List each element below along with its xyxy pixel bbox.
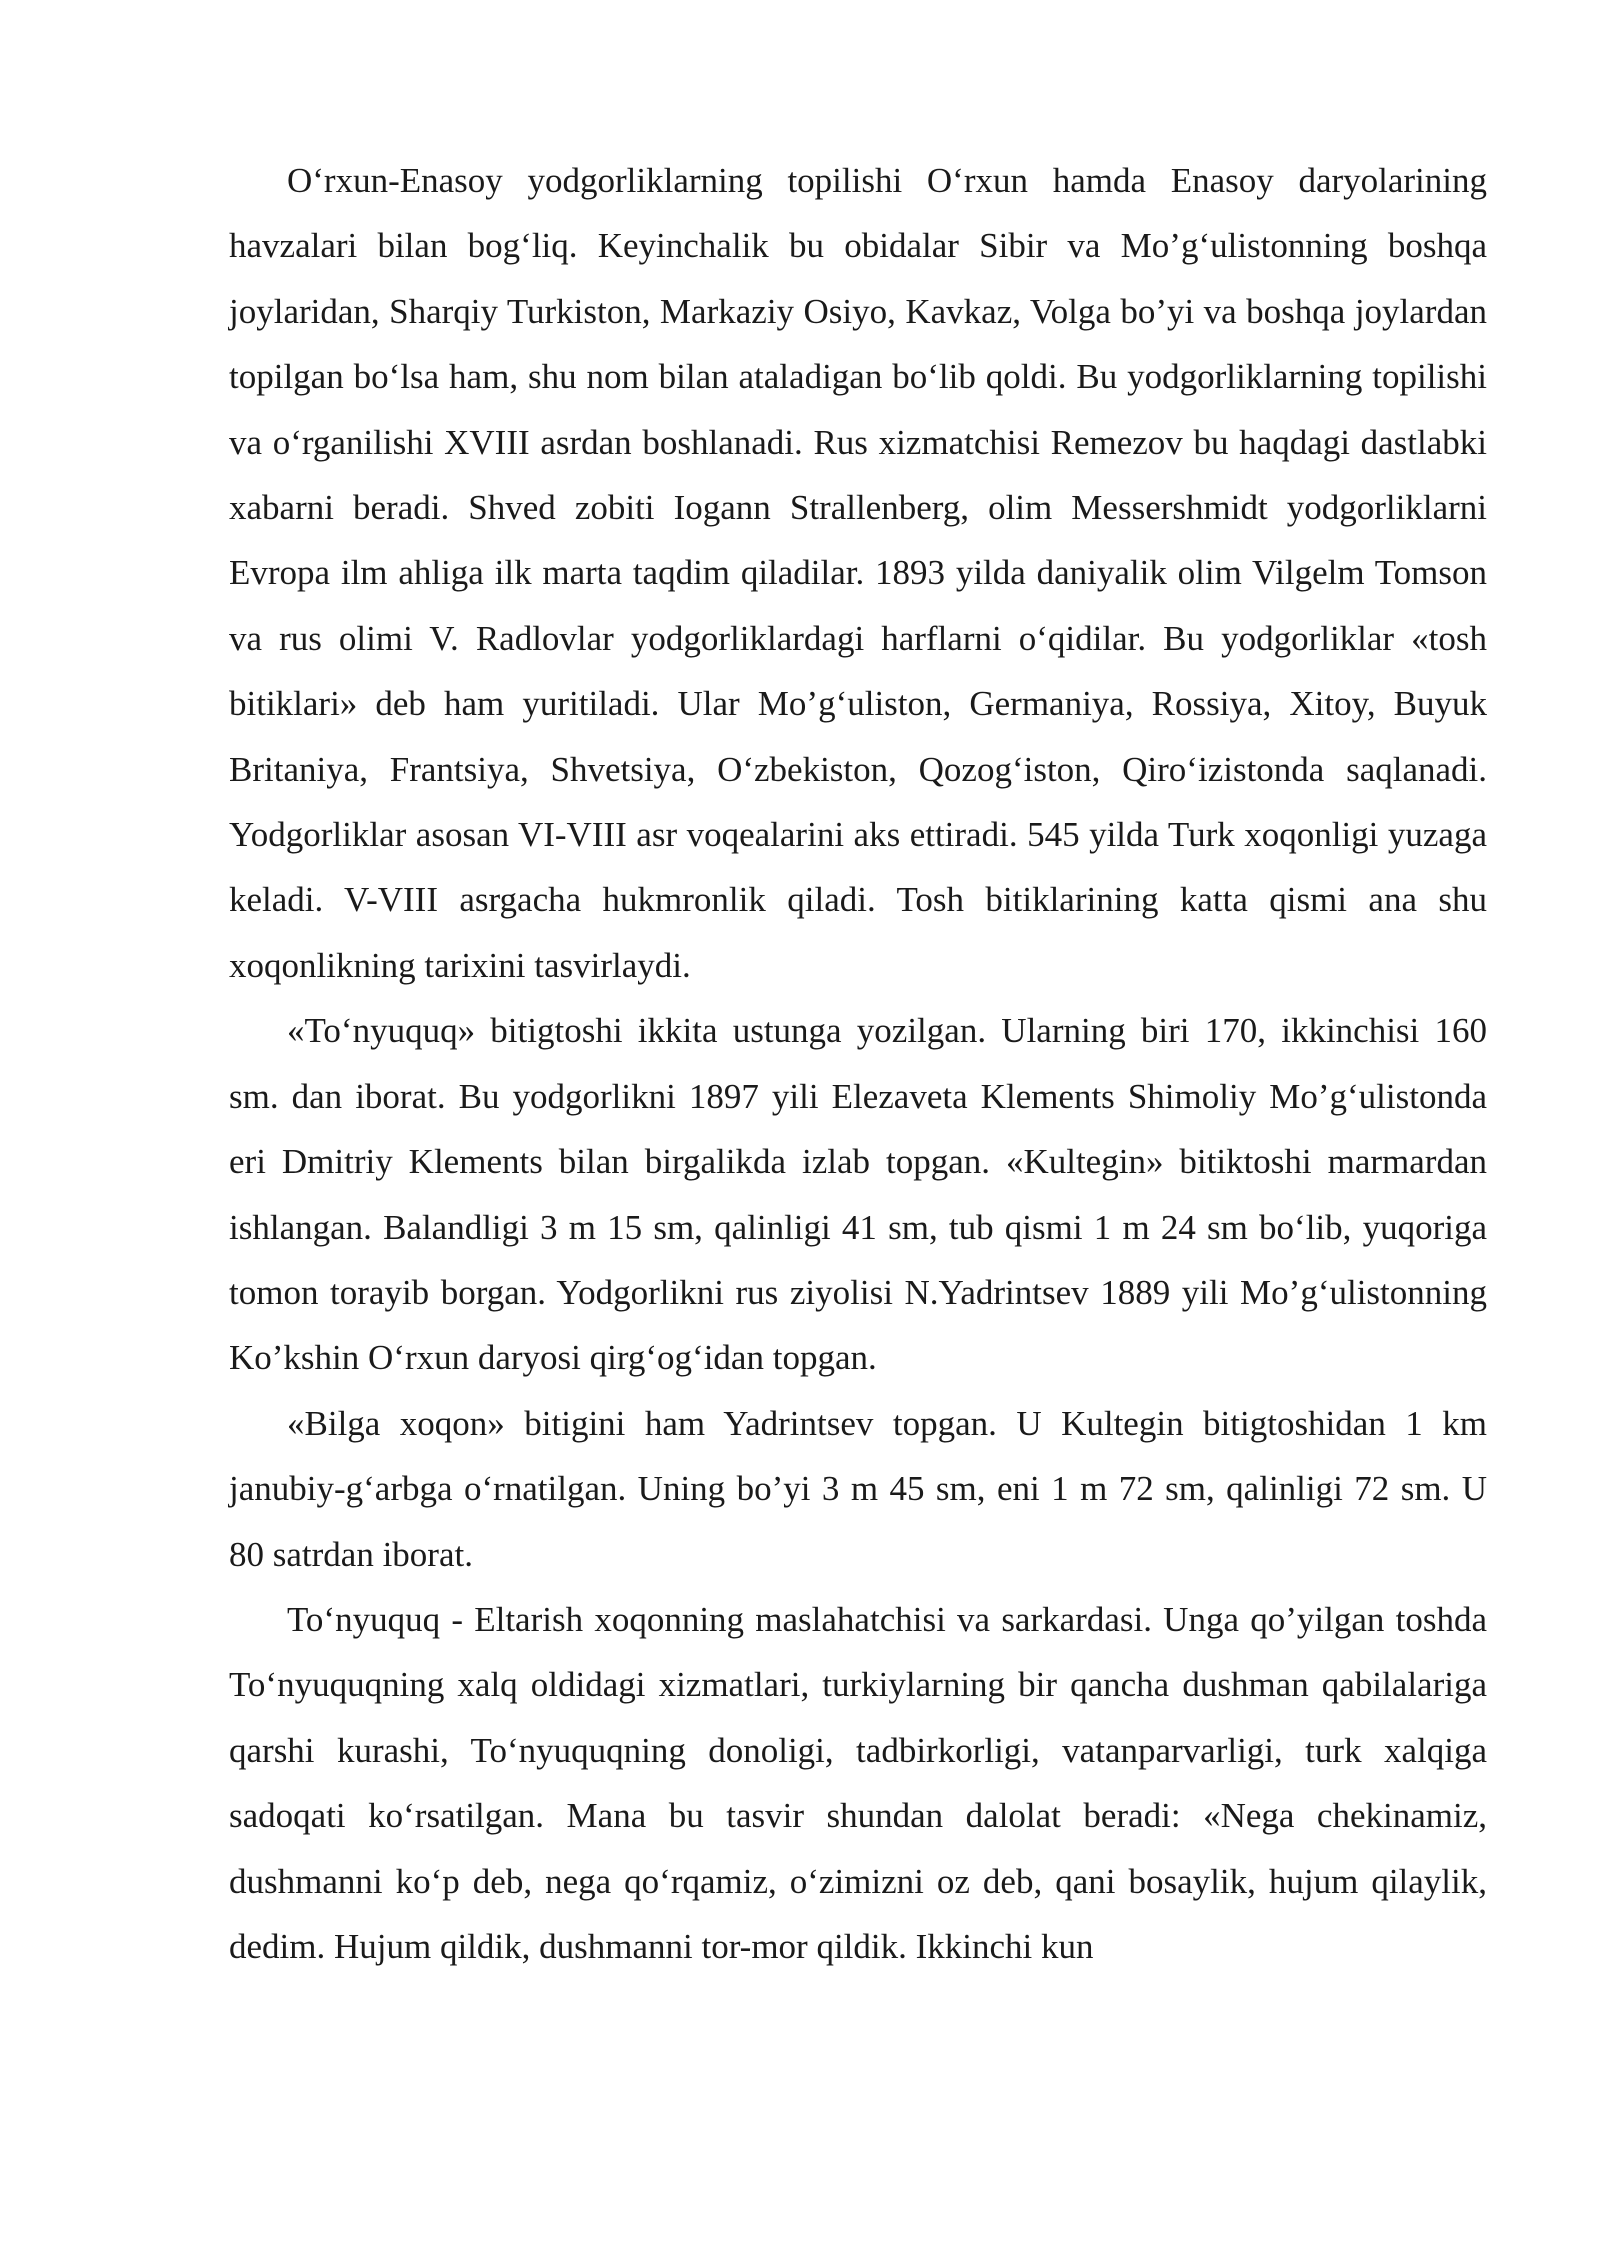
paragraph-orxun-enasoy: O‘rxun-Enasoy yodgorliklarning topilishi O‘rxun hamda Enasoy daryolarining havzalari bilan bog‘liq. Keyinchalik bu obidalar Sibir va Mo’g‘ulistonning boshqa joylaridan, Sharqiy Turkiston, Markaziy Osiyo, Kavkaz, Volga bo’yi va boshqa joylardan topilgan bo‘lsa ham, shu nom bilan ataladigan bo‘lib qoldi. Bu yodgorliklarning topilishi va o‘rganilishi XVIII asrdan boshlanadi. Rus xizmatchisi Remezov bu haqdagi dastlabki xabarni beradi. Shved zobiti Iogann Strallenberg, olim Messershmidt yodgorliklarni Evropa ilm ahliga ilk marta taqdim qiladilar. 1893 yilda daniyalik olim Vilgelm Tomson va rus olimi V. Radlovlar yodgorliklardagi harflarni o‘qidilar. Bu yodgorliklar «tosh bitiklari» deb ham yuritiladi. Ular Mo’g‘uliston, Germaniya, Rossiya, Xitoy, Buyuk Britaniya, Frantsiya, Shvetsiya, O‘zbekiston, Qozog‘iston, Qiro‘izistonda saqlanadi. Yodgorliklar asosan VI-VIII asr voqealarini aks ettiradi. 545 yilda Turk xoqonligi yuzaga keladi. V-VIII asrgacha hukmronlik qiladi. Tosh bitiklarining katta qismi ana shu xoqonlikning tarixini tasvirlaydi. (229, 161, 1487, 985)
paragraph-tonyuquq-bitigtoshi: «To‘nyuquq» bitigtoshi ikkita ustunga yozilgan. Ularning biri 170, ikkinchisi 160 sm. dan iborat. Bu yodgorlikni 1897 yili Elezaveta Klements Shimoliy Mo’g‘ulistonda eri Dmitriy Klements bilan birgalikda izlab topgan. «Kultegin» bitiktoshi marmardan ishlangan. Balandligi 3 m 15 sm, qalinligi 41 sm, tub qismi 1 m 24 sm bo‘lib, yuqoriga tomon torayib borgan. Yodgorlikni rus ziyolisi N.Yadrintsev 1889 yili Mo’g‘ulistonning Ko’kshin O‘rxun daryosi qirg‘og‘idan topgan. (229, 1011, 1487, 1378)
body-text (229, 148, 1487, 1979)
paragraph-tonyuquq-sarkarda: To‘nyuquq - Eltarish xoqonning maslahatchisi va sarkardasi. Unga qo’yilgan toshda To‘nyuquqning xalq oldidagi xizmatlari, turkiylarning bir qancha dushman qabilalariga qarshi kurashi, To‘nyuquqning donoligi, tadbirkorligi, vatanparvarligi, turk xalqiga sadoqati ko‘rsatilgan. Mana bu tasvir shundan dalolat beradi: «Nega chekinamiz, dushmanni ko‘p deb, nega qo‘rqamiz, o‘zimizni oz deb, qani bosaylik, hujum qilaylik, dedim. Hujum qildik, dushmanni tor-mor qildik. Ikkinchi kun (229, 1599, 1487, 1966)
paragraph-bilga-xoqon: «Bilga xoqon» bitigini ham Yadrintsev topgan. U Kultegin bitigtoshidan 1 km janubiy-g‘arbga o‘rnatilgan. Uning bo’yi 3 m 45 sm, eni 1 m 72 sm, qalinligi 72 sm. U 80 satrdan iborat. (229, 1403, 1487, 1574)
